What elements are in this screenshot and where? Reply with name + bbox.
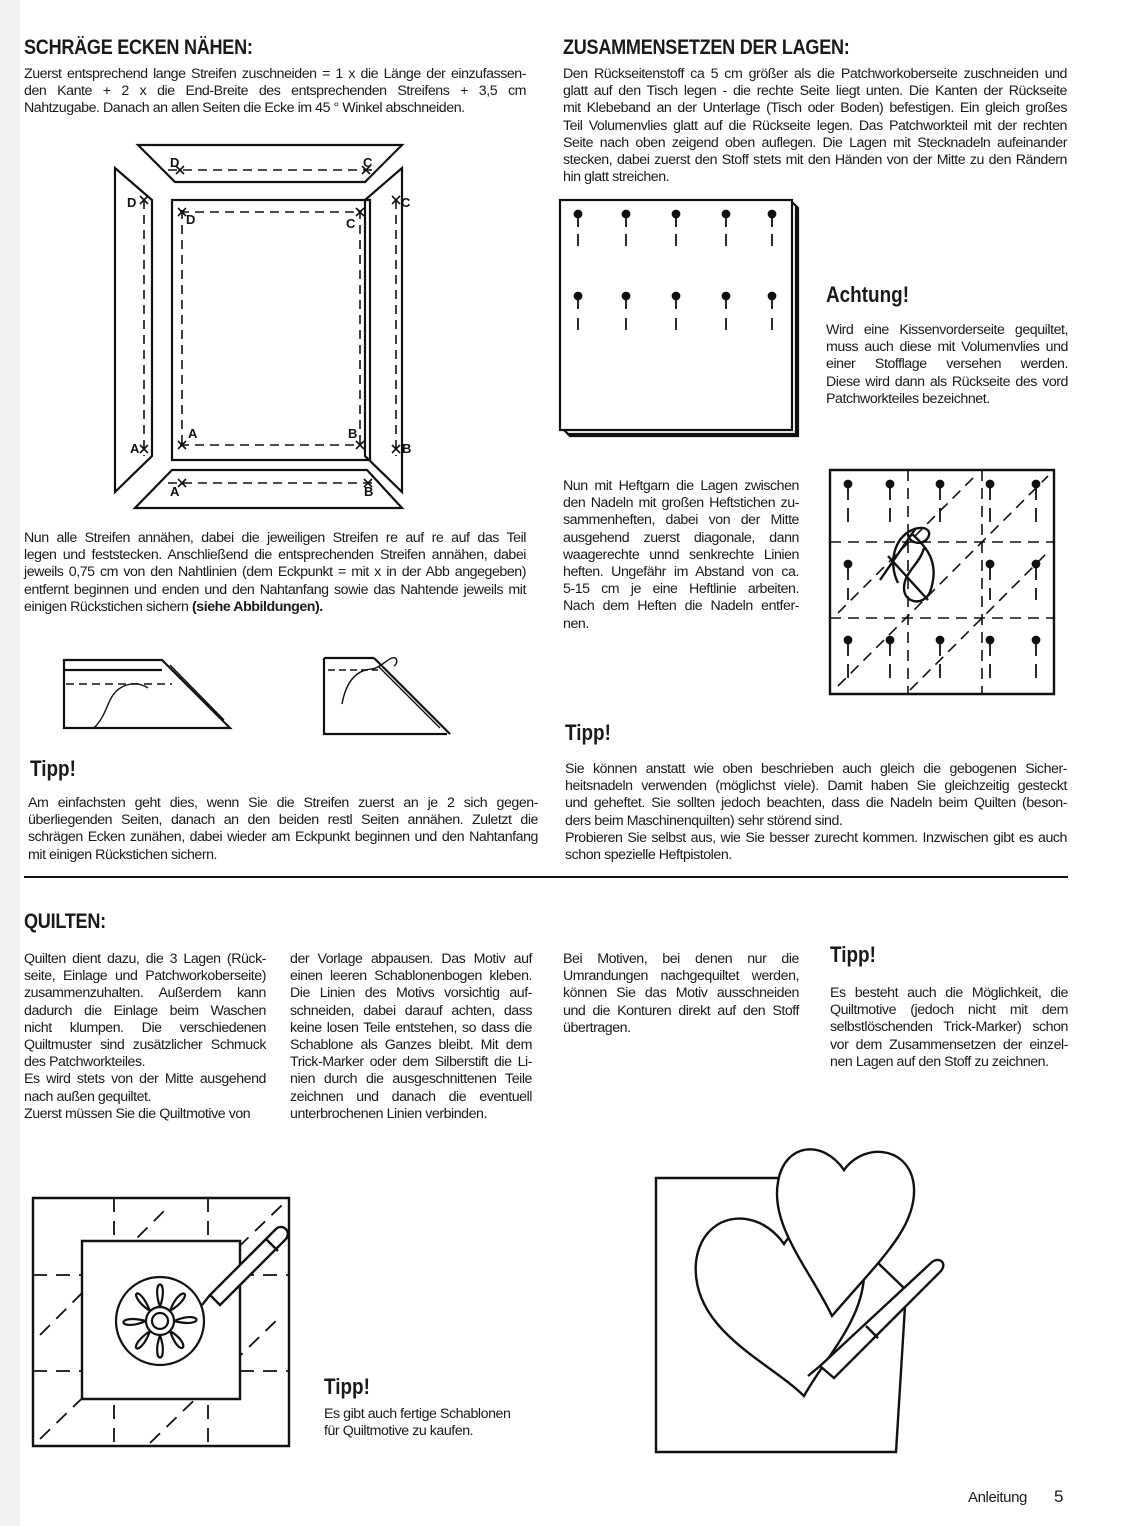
footer-label: Anleitung: [968, 1489, 1027, 1506]
tip-title-zusammensetzen: Tipp!: [565, 720, 611, 745]
zusammensetzen-intro: Den Rückseitenstoff ca 5 cm größer als die Patchworkoberseite zuschneiden und glatt auf den Tisch legen - die rechte Seite liegt unten. Die Kanten der Rückseite mit Klebeband an der Unterlage (Tisch oder Boden) befestigen. Ein gleich großes Teil Volumenvlies glatt auf die Rückseite legen. Das Patchworkteil mit der rechten Seite nach oben zeigend oben auflegen. Die Lagen mit Stecknadeln aufeinander stecken, dabei zuerst den Stoff stets mit den Händen von der Mitte zu den Rändern hin glatt streichen.: [563, 66, 1067, 186]
quilten-column-3: Bei Motiven, bei denen nur die Umrandungen nachgequiltet werden, können Sie das Motiv ausschneiden und die Konturen direkt auf den Stoff übertragen.: [563, 951, 799, 1036]
svg-text:C: C: [363, 155, 373, 170]
basting-grid-diagram: [828, 468, 1058, 696]
seam-sketch-right: [322, 656, 452, 738]
svg-text:B: B: [364, 484, 374, 499]
needle-thread-icon: [880, 528, 934, 601]
schraege-ecken-body: Nun alle Streifen annähen, dabei die jeweiligen Streifen re auf re auf das Teil legen und feststecken. Anschließend die entsprechenden Streifen annähen, dabei jeweils 0,75 cm von den Nahtlinien (dem Eckpunkt = mit x in der Abb angegeben) entfernt beginnen und enden und den Nahtanfang sowie das Nahtende jeweils mit einigen Rückstichen sichern (siehe Abbildungen).: [24, 530, 526, 615]
warning-title-achtung: Achtung!: [826, 282, 910, 307]
schraege-ecken-intro: Zuerst entsprechend lange Streifen zuschneiden = 1 x die Länge der einzufassen- den Kante + 2 x die End-Breite des entsprechenden Streifens + 3,5 cm Nahtzugabe. Danach an allen Seiten die Ecke im 45 ° Winkel abschneiden.: [24, 66, 526, 117]
warning-achtung: Wird eine Kissenvorderseite gequiltet, muss auch diese mit Volumenvlies und einer Stofflage versehen werden. Diese wird dann als Rückseite des vord Patchworkteiles bezeichnet.: [826, 322, 1068, 407]
svg-text:D: D: [127, 195, 137, 210]
svg-text:D: D: [186, 212, 196, 227]
heart-template-diagram: [650, 1130, 956, 1458]
section-title-zusammensetzen: ZUSAMMENSETZEN DER LAGEN:: [563, 36, 850, 59]
svg-text:B: B: [348, 426, 358, 441]
stencil-flower-diagram: [30, 1195, 292, 1450]
quilten-column-1: Quilten dient dazu, die 3 Lagen (Rück- seite, Einlage und Patchworkoberseite) zusammenzuhalten. Außerdem kann dadurch die Einlage beim Waschen nicht klumpen. Die verschiedenen Quiltmuster sind zusätzlicher Schmuck des Patchworkteiles. Es wird stets von der Mitte ausgehend nach außen gequiltet. Zuerst müssen Sie die Quiltmotive von: [24, 951, 266, 1122]
section-title-quilten: QUILTEN:: [24, 910, 106, 933]
tip-schablonen: Es gibt auch fertige Schablonen für Quiltmotive zu kaufen.: [324, 1406, 511, 1440]
tip-title-schablonen: Tipp!: [324, 1374, 370, 1399]
tip-title-schraege: Tipp!: [30, 756, 76, 781]
svg-text:A: A: [188, 426, 198, 441]
svg-text:B: B: [402, 441, 412, 456]
section-title-schraege-ecken: SCHRÄGE ECKEN NÄHEN:: [24, 36, 253, 59]
svg-text:C: C: [346, 216, 356, 231]
page-edge: [0, 0, 20, 1526]
svg-text:D: D: [170, 155, 180, 170]
basting-instructions: Nun mit Heftgarn die Lagen zwischen den Nadeln mit großen Heftstichen zu- sammenheften, dabei von der Mitte ausgehend zuerst diagonale, dann waagerechte unnd senkrechte Linien heften. Ungefähr im Abstand von ca. 5-15 cm je eine Heftlinie arbeiten. Nach dem Heften die Nadeln entfer- nen.: [563, 478, 799, 632]
tip-schraege-ecken: Am einfachsten geht dies, wenn Sie die Streifen zuerst an je 2 sich gegen- überliegenden Seiten, danach an den beiden restl Seiten annähen. Zuletzt die schrägen Ecken zunähen, dabei wieder am Eckpunkt beginnen und den Nahtanfang mit einigen Rückstichen sichern.: [28, 795, 538, 863]
svg-text:A: A: [170, 484, 180, 499]
seam-sketch-left: [62, 656, 237, 736]
section-divider: [24, 876, 1068, 878]
page-number: 5: [1054, 1487, 1064, 1506]
tip-quilten-motive: Es besteht auch die Möglichkeit, die Quiltmotive (jedoch nicht mit dem selbstlöschenden Trick-Marker) schon vor dem Zusammensetzen der einzel- nen Lagen auf den Stoff zu zeichnen.: [830, 985, 1068, 1070]
tip-title-quilten: Tipp!: [830, 942, 876, 967]
pinned-layers-diagram: [556, 196, 806, 441]
svg-text:C: C: [401, 195, 411, 210]
mitred-frame-diagram: [110, 140, 420, 520]
svg-text:A: A: [130, 441, 140, 456]
quilten-column-2: der Vorlage abpausen. Das Motiv auf einen leeren Schablonenbogen kleben. Die Linien des Motivs vorsichtig auf- schneiden, dabei darauf achten, dass keine losen Teile entstehen, so dass die Schablone als Ganzes bleibt. Mit dem Trick-Marker oder dem Silberstift die Li- nien durch die ausgeschnittenen Teile zeichnen und danach die eventuell unterbrochenen Linien verbinden.: [290, 951, 532, 1122]
tip-zusammensetzen: Sie können anstatt wie oben beschrieben auch gleich die gebogenen Sicher- heitsnadeln verwenden (möglichst viele). Damit haben Sie gleichzeitig gesteckt und geheftet. Sie sollten jedoch beachten, dass die Nadeln beim Quilten (beson- ders beim Maschinenquilten) sehr störend sind. Probieren Sie selbst aus, wie Sie besser zurecht kommen. Inzwischen gibt es auch schon spezielle Heftpistolen.: [565, 761, 1067, 864]
